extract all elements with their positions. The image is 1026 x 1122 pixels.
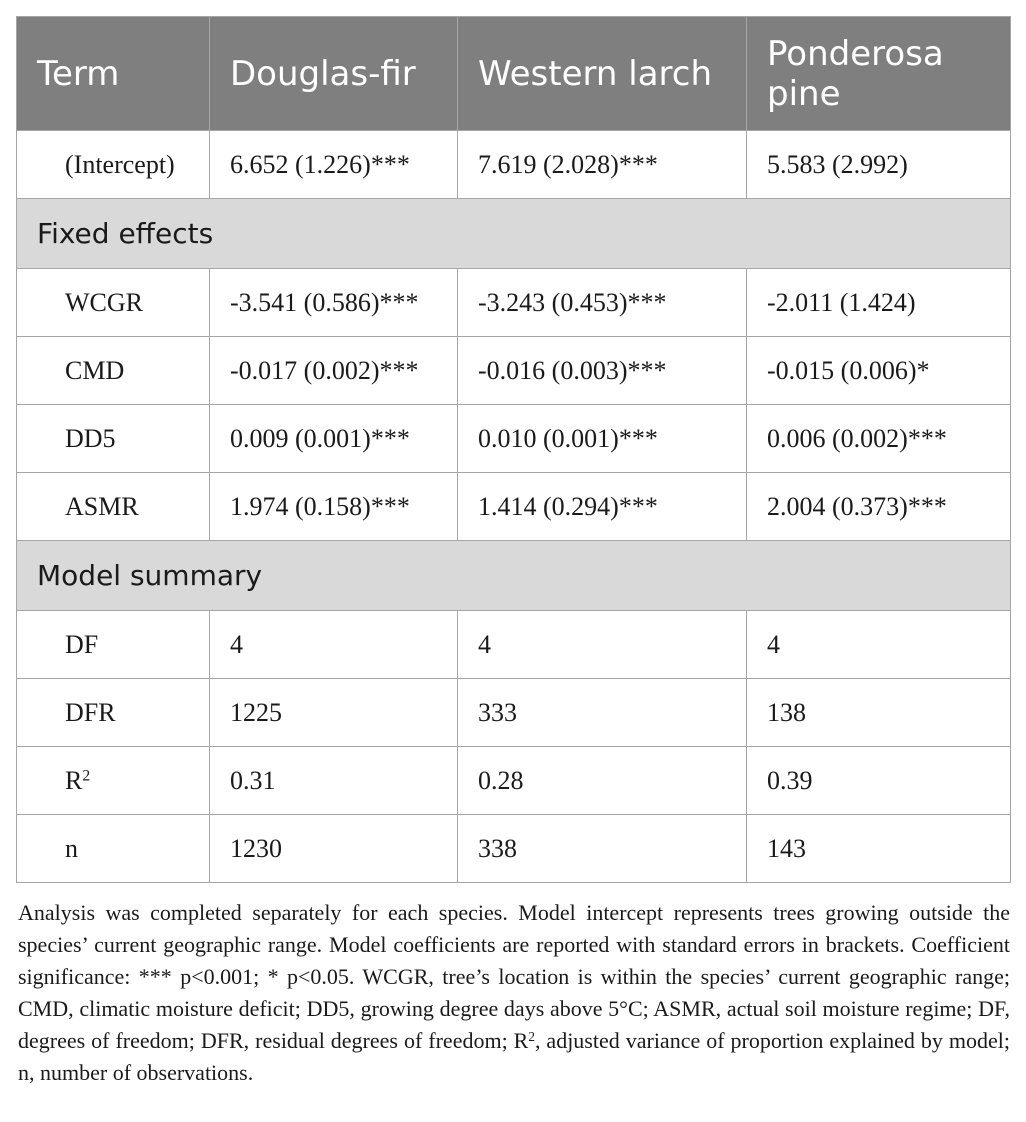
cell-western-larch: -3.243 (0.453)***	[458, 269, 747, 337]
row-term	[17, 747, 210, 815]
cell-ponderosa-pine: 2.004 (0.373)***	[747, 473, 1011, 541]
cell-ponderosa-pine: -2.011 (1.424)	[747, 269, 1011, 337]
row-term: ASMR	[17, 473, 210, 541]
cell-western-larch: 0.010 (0.001)***	[458, 405, 747, 473]
header-ponderosa-pine: Ponderosa pine	[747, 17, 1011, 131]
row-term: DF	[17, 611, 210, 679]
row-term: DD5	[17, 405, 210, 473]
section-title-fixed-effects: Fixed effects	[17, 199, 1011, 269]
section-title-model-summary: Model summary	[17, 541, 1011, 611]
table-row	[17, 473, 1011, 541]
cell-western-larch: 7.619 (2.028)***	[458, 131, 747, 199]
cell-western-larch: 338	[458, 815, 747, 883]
cell-douglas-fir: 0.31	[210, 747, 458, 815]
results-table	[16, 16, 1011, 883]
cell-ponderosa-pine: 5.583 (2.992)	[747, 131, 1011, 199]
cell-ponderosa-pine: 0.006 (0.002)***	[747, 405, 1011, 473]
table-footnote	[18, 897, 1010, 1089]
header-douglas-fir: Douglas-fir	[210, 17, 458, 131]
table-container	[16, 16, 1010, 1111]
cell-douglas-fir: 0.009 (0.001)***	[210, 405, 458, 473]
row-term: (Intercept)	[17, 131, 210, 199]
table-row	[17, 337, 1011, 405]
cell-western-larch: 333	[458, 679, 747, 747]
table-row	[17, 679, 1011, 747]
table-row	[17, 269, 1011, 337]
table-row	[17, 815, 1011, 883]
cell-douglas-fir: 4	[210, 611, 458, 679]
section-row	[17, 541, 1011, 611]
cell-western-larch: 0.28	[458, 747, 747, 815]
cell-douglas-fir: -0.017 (0.002)***	[210, 337, 458, 405]
cell-ponderosa-pine: 138	[747, 679, 1011, 747]
row-term: DFR	[17, 679, 210, 747]
r-squared-sup: 2	[82, 766, 91, 784]
cell-douglas-fir: 1225	[210, 679, 458, 747]
section-row	[17, 199, 1011, 269]
header-row	[17, 17, 1011, 131]
row-term: WCGR	[17, 269, 210, 337]
cell-ponderosa-pine: 4	[747, 611, 1011, 679]
footnote-text: Analysis was completed separately for each species. Model intercept represents trees growing outside the species’ current geographic range. Model coefficients are reported with standard errors in brackets. Coefficient significance: *** p<0.001; * p<0.05. WCGR, tree’s location is within the species’ current geographic range; CMD, climatic moisture deficit; DD5, growing degree days above 5°C; ASMR, actual soil moisture regime; DF, degrees of freedom; DFR, residual degrees of freedom; R	[18, 900, 1010, 1053]
header-term: Term	[17, 17, 210, 131]
table-row	[17, 405, 1011, 473]
cell-western-larch: 4	[458, 611, 747, 679]
cell-ponderosa-pine: -0.015 (0.006)*	[747, 337, 1011, 405]
table-row	[17, 747, 1011, 815]
cell-douglas-fir: -3.541 (0.586)***	[210, 269, 458, 337]
cell-western-larch: 1.414 (0.294)***	[458, 473, 747, 541]
r-squared-base: R	[65, 765, 83, 795]
cell-douglas-fir: 1.974 (0.158)***	[210, 473, 458, 541]
header-western-larch: Western larch	[458, 17, 747, 131]
cell-ponderosa-pine: 143	[747, 815, 1011, 883]
row-term: n	[17, 815, 210, 883]
row-term: CMD	[17, 337, 210, 405]
cell-douglas-fir: 6.652 (1.226)***	[210, 131, 458, 199]
footnote-text-end: , adjusted variance of proportion explained by model; n, number of observations.	[18, 1028, 1010, 1085]
table-row	[17, 611, 1011, 679]
cell-douglas-fir: 1230	[210, 815, 458, 883]
cell-ponderosa-pine: 0.39	[747, 747, 1011, 815]
cell-western-larch: -0.016 (0.003)***	[458, 337, 747, 405]
footnote-sup: 2	[528, 1028, 535, 1044]
table-row	[17, 131, 1011, 199]
